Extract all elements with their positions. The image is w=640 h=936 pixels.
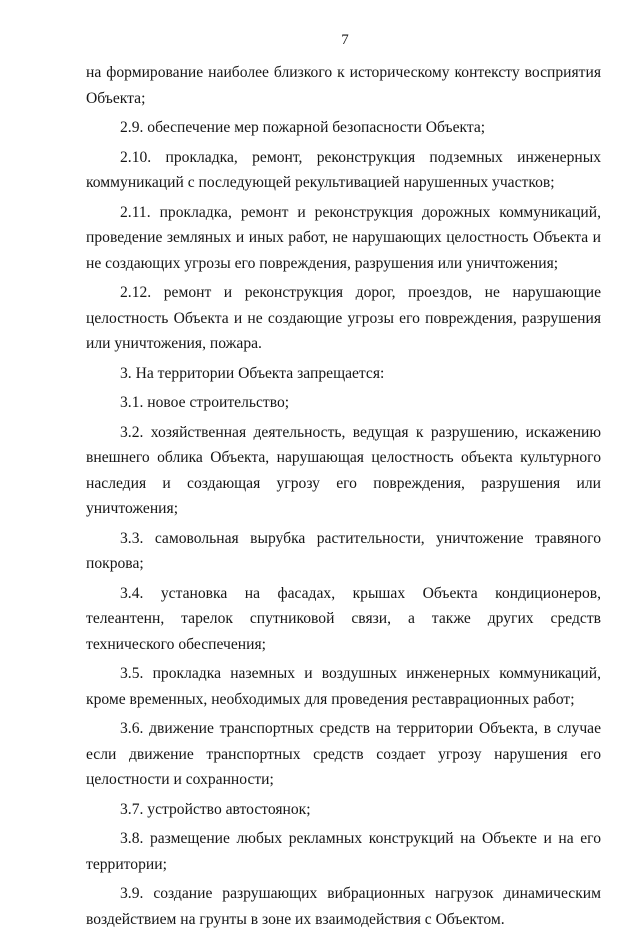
- paragraph-3-3: 3.3. самовольная вырубка растительности, уничтожение травяного покрова;: [86, 529, 601, 572]
- paragraph-3-7: 3.7. устройство автостоянок;: [120, 800, 311, 818]
- paragraph-2-10: 2.10. прокладка, ремонт, реконструкция подземных инженерных коммуникаций с последующей рекультивацией нарушенных участков;: [86, 148, 601, 191]
- paragraph-continuation: на формирование наиболее близкого к историческому контексту восприятия Объекта;: [86, 64, 601, 107]
- document-body: [86, 60, 601, 936]
- paragraph-3: 3. На территории Объекта запрещается:: [120, 364, 385, 382]
- paragraph-3-9: 3.9. создание разрушающих вибрационных нагрузок динамическим воздействием на грунты в зоне их взаимодействия с Объектом.: [86, 885, 601, 928]
- paragraph-3-6: 3.6. движение транспортных средств на территории Объекта, в случае если движение транспортных средств создает угрозу нарушения его целостности и сохранности;: [86, 720, 601, 788]
- paragraph-3-5: 3.5. прокладка наземных и воздушных инженерных коммуникаций, кроме временных, необходимых для проведения реставрационных работ;: [86, 665, 601, 708]
- paragraph-2-12: 2.12. ремонт и реконструкция дорог, проездов, не нарушающие целостность Объекта и не создающие угрозы его повреждения, разрушения или уничтожения, пожара.: [86, 284, 601, 352]
- paragraph-3-4: 3.4. установка на фасадах, крышах Объекта кондиционеров, телеантенн, тарелок спутниковой связи, а также других средств технического обеспечения;: [86, 584, 601, 653]
- paragraph-3-2: 3.2. хозяйственная деятельность, ведущая к разрушению, искажению внешнего облика Объекта, нарушающая целостность объекта культурного наследия и создающая угрозу его повреждения, разрушения или уничтожения;: [86, 423, 601, 517]
- paragraph-3-8: 3.8. размещение любых рекламных конструкций на Объекте и на его территории;: [86, 830, 601, 873]
- paragraph-2-9: 2.9. обеспечение мер пожарной безопасности Объекта;: [120, 119, 486, 136]
- paragraph-2-11: 2.11. прокладка, ремонт и реконструкция дорожных коммуникаций, проведение земляных и иных работ, не нарушающих целостность Объекта и не создающих угрозы его повреждения, разрушения или уничтожения;: [86, 203, 601, 272]
- page-number: 7: [341, 32, 349, 48]
- paragraph-3-1: 3.1. новое строительство;: [120, 394, 290, 411]
